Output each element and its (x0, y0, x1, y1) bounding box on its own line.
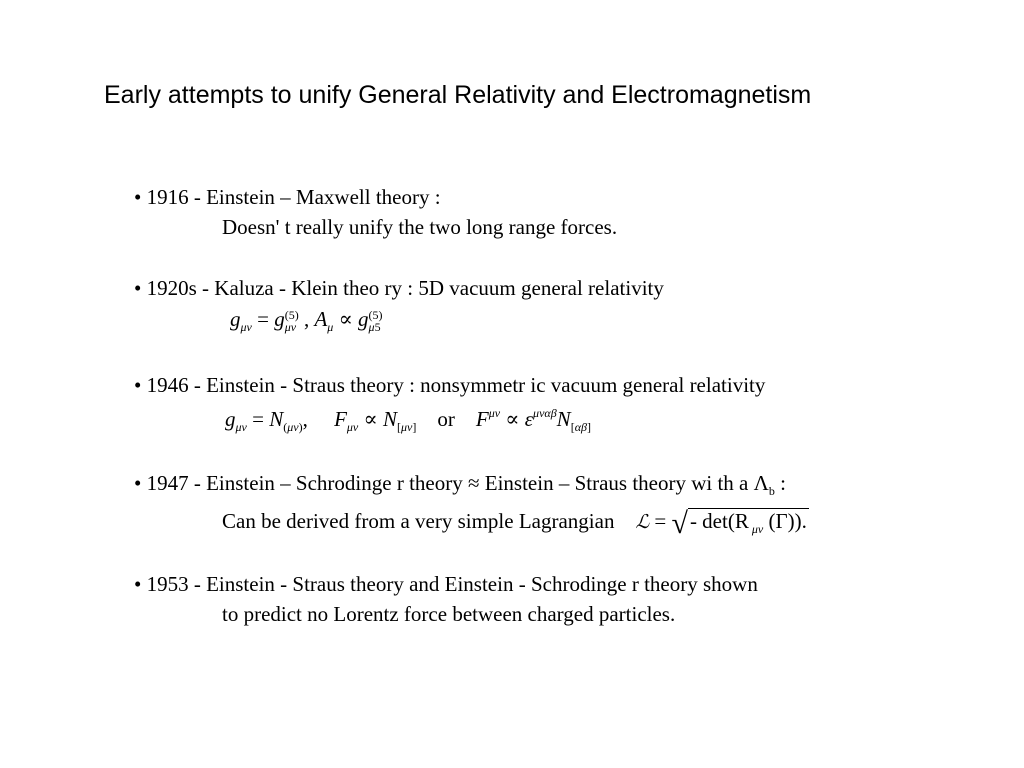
item-1947-body-text: Can be derived from a very simple Lagrangian (222, 509, 615, 533)
item-1916-heading-text: 1916 - Einstein – Maxwell theory : (146, 185, 441, 209)
or-text: or (437, 407, 455, 431)
item-1947-heading-text: 1947 - Einstein – Schrodinge r theory ≈ Einstein – Straus theory wi th a Λ (146, 471, 769, 495)
item-1947-heading (134, 473, 786, 497)
kaluza-klein-equation: $g_{\mu\nu} = g$ (5) μν , $A_\mu \propto g$ (5) μ5 (230, 307, 383, 335)
lambda-subscript: b (768, 484, 775, 498)
item-1953-heading (134, 574, 758, 595)
bullet: • (134, 572, 142, 596)
einstein-straus-equation: $g_{\mu\nu} = N_{(\mu\nu)}$, $F_{\mu\nu} \propto N_{[\mu\nu]}$ or $F^{\mu\nu} \propto \varepsilon^{\mu\nu\alpha\beta}N_{[\alpha\beta]}$ (225, 406, 591, 434)
item-1946-heading-text: 1946 - Einstein - Straus theory : nonsymmetr ic vacuum general relativity (146, 373, 766, 397)
lagrangian-det: - det(R (689, 509, 749, 533)
item-1947-body (222, 508, 809, 539)
page-title: Early attempts to unify General Relativity and Electromagnetism (104, 81, 812, 109)
item-1953-body: to predict no Lorentz force between charged particles. (222, 602, 676, 626)
bullet: • (134, 276, 142, 300)
item-1916-body: Doesn' t really unify the two long range forces. (222, 215, 618, 239)
item-1946-heading (134, 375, 765, 396)
item-1920s-heading-text: 1920s - Kaluza - Klein theo ry : 5D vacuum general relativity (146, 276, 664, 300)
lagrangian-formula: ℒ = √- det(R $_{\mu\nu}$ (Γ)). (635, 507, 807, 540)
item-1920s-heading (134, 278, 664, 299)
item-1953-heading-text: 1953 - Einstein - Straus theory and Einstein - Schrodinge r theory shown (146, 572, 758, 596)
bullet: • (134, 185, 142, 209)
item-1916-heading (134, 187, 441, 208)
bullet: • (134, 373, 142, 397)
lagrangian-end: (Γ)). (768, 509, 807, 533)
bullet: • (134, 471, 142, 495)
item-1947-heading-end: : (774, 471, 786, 495)
